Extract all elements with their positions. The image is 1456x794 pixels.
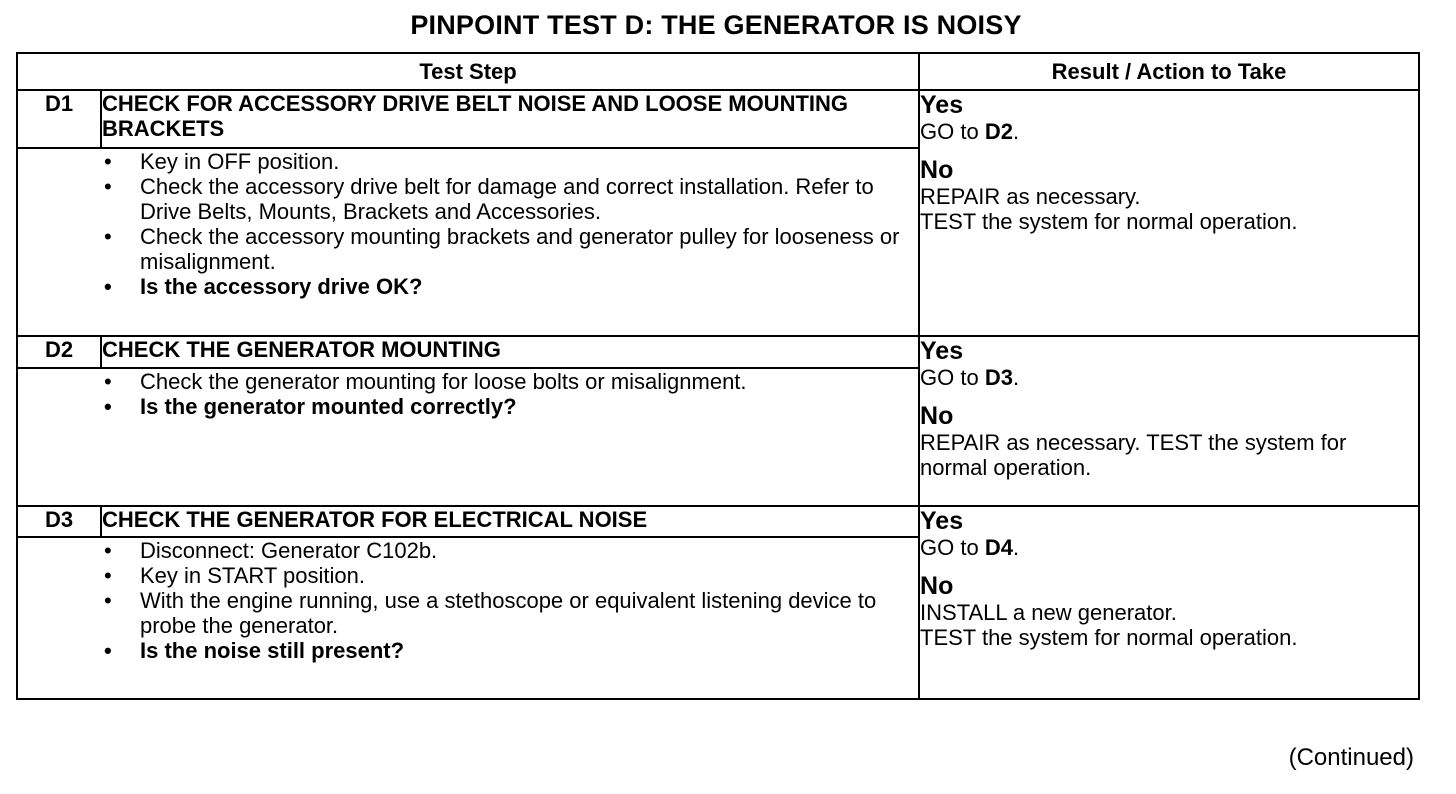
result-cell <box>919 506 1419 699</box>
result-no-action: TEST the system for normal operation. <box>920 625 1298 650</box>
step-body <box>17 368 919 506</box>
result-yes-target: D2 <box>984 119 1013 144</box>
result-no-action: TEST the system for normal operation. <box>920 209 1298 234</box>
step-bullet-list <box>102 538 918 663</box>
step-body <box>17 148 919 336</box>
bullet-icon: • <box>104 638 112 663</box>
result-yes-label: Yes <box>920 91 964 119</box>
result-yes-action: GO to D4. <box>920 535 1020 560</box>
list-item: • Check the accessory drive belt for damage and correct installation. Refer to Drive Belts, Mounts, Brackets and Accessories. <box>104 174 874 224</box>
list-item: • Disconnect: Generator C102b. <box>104 538 438 563</box>
bullet-icon: • <box>104 588 112 613</box>
step-body <box>17 537 919 699</box>
result-no-action: INSTALL a new generator. <box>920 600 1177 625</box>
bullet-icon: • <box>104 149 112 174</box>
step-id: D1 <box>17 90 101 148</box>
result-yes-target: D4 <box>984 535 1013 560</box>
step-id: D3 <box>17 506 101 537</box>
step-bullet-list <box>102 149 918 299</box>
result-no-action: REPAIR as necessary. <box>920 184 1141 209</box>
list-item: • Check the accessory mounting brackets and generator pulley for looseness or misalignment. <box>104 224 900 274</box>
result-no-action: REPAIR as necessary. TEST the system for normal operation. <box>920 430 1347 480</box>
bullet-icon: • <box>104 538 112 563</box>
list-item: • Key in START position. <box>104 563 365 588</box>
result-yes-action: GO to D3. <box>920 365 1020 390</box>
step-bullet-list <box>102 369 918 419</box>
step-title-row <box>17 336 1419 368</box>
step-title: CHECK THE GENERATOR FOR ELECTRICAL NOISE <box>101 506 919 537</box>
result-no-label: No <box>920 156 954 184</box>
step-title: CHECK FOR ACCESSORY DRIVE BELT NOISE AND LOOSE MOUNTING BRACKETS <box>101 90 919 148</box>
result-no-label: No <box>920 572 954 600</box>
step-question: • Is the noise still present? <box>104 638 405 663</box>
result-yes-target: D3 <box>984 365 1013 390</box>
step-title-row <box>17 506 1419 537</box>
continued-note: (Continued) <box>1288 744 1414 771</box>
list-item: • Key in OFF position. <box>104 149 340 174</box>
header-result-action: Result / Action to Take <box>919 53 1419 90</box>
step-title: CHECK THE GENERATOR MOUNTING <box>101 336 919 368</box>
bullet-icon: • <box>104 174 112 199</box>
step-question: • Is the generator mounted correctly? <box>104 394 517 419</box>
bullet-icon: • <box>104 369 112 394</box>
result-cell <box>919 90 1419 336</box>
step-question: • Is the accessory drive OK? <box>104 274 423 299</box>
bullet-icon: • <box>104 394 112 419</box>
header-test-step: Test Step <box>17 53 919 90</box>
result-no-label: No <box>920 402 954 430</box>
result-yes-action: GO to D2. <box>920 119 1020 144</box>
step-title-row <box>17 90 1419 148</box>
bullet-icon: • <box>104 563 112 588</box>
bullet-icon: • <box>104 224 112 249</box>
bullet-icon: • <box>104 274 112 299</box>
result-yes-label: Yes <box>920 337 964 365</box>
result-cell <box>919 336 1419 506</box>
step-id: D2 <box>17 336 101 368</box>
list-item: • With the engine running, use a stethoscope or equivalent listening device to probe the generator. <box>104 588 877 638</box>
result-yes-label: Yes <box>920 507 964 535</box>
header-row <box>17 53 1419 90</box>
pinpoint-test-table <box>16 52 1420 700</box>
page-title: PINPOINT TEST D: THE GENERATOR IS NOISY <box>410 10 1022 40</box>
list-item: • Check the generator mounting for loose bolts or misalignment. <box>104 369 747 394</box>
